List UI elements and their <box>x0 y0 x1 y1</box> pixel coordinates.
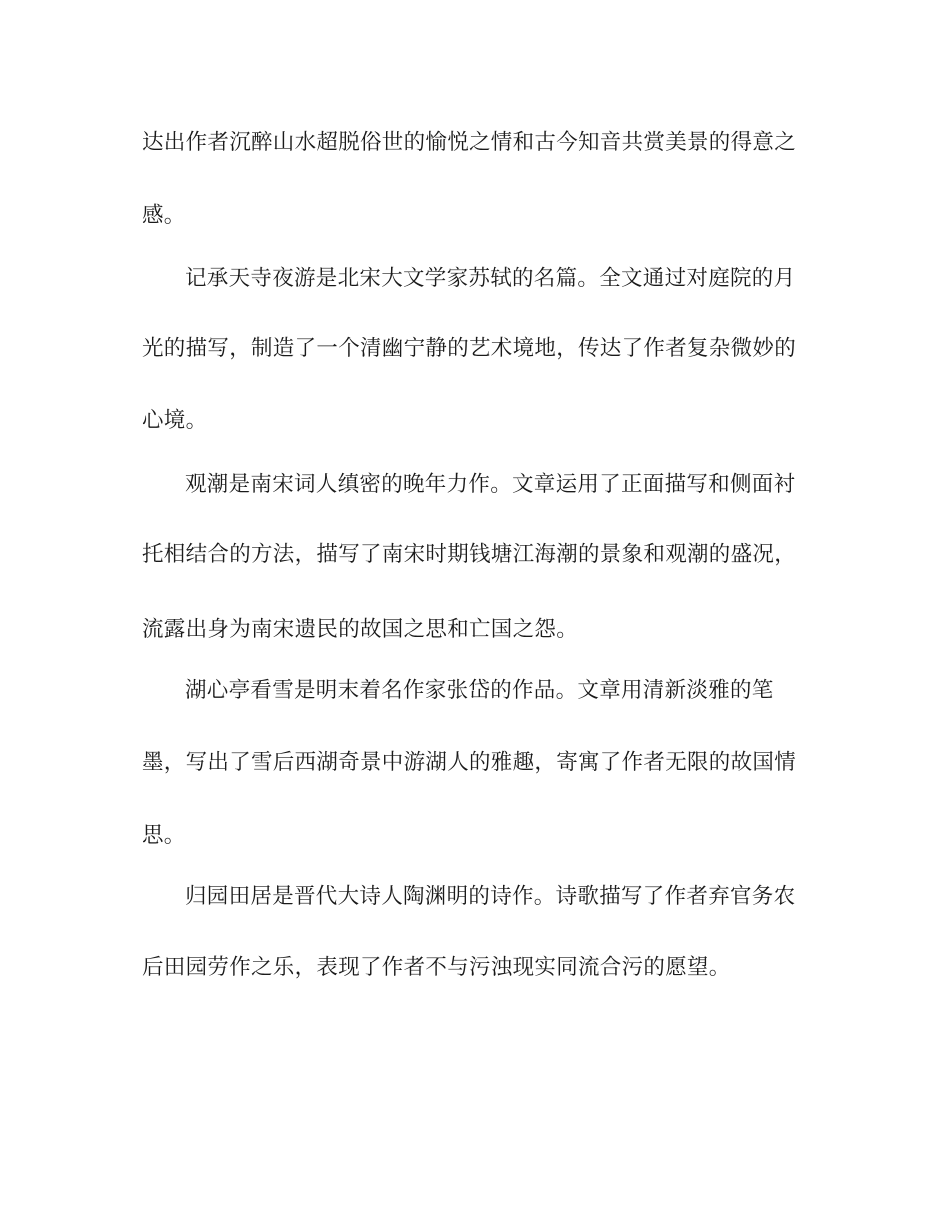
paragraph-line: 墨，写出了雪后西湖奇景中游湖人的雅趣，寄寓了作者无限的故国情 <box>142 750 797 775</box>
paragraph-line: 观潮是南宋词人缜密的晚年力作。文章运用了正面描写和侧面衬 <box>185 472 796 497</box>
paragraph-line: 达出作者沉醉山水超脱俗世的愉悦之情和古今知音共赏美景的得意之 <box>142 130 797 155</box>
paragraph-line: 记承天寺夜游是北宋大文学家苏轼的名篇。全文通过对庭院的月 <box>185 266 796 291</box>
paragraph-line: 流露出身为南宋遗民的故国之思和亡国之怨。 <box>142 617 579 642</box>
paragraph-line: 心境。 <box>142 408 208 433</box>
paragraph-line: 后田园劳作之乐，表现了作者不与污浊现实同流合污的愿望。 <box>142 955 731 980</box>
paragraph-line: 湖心亭看雪是明末着名作家张岱的作品。文章用清新淡雅的笔 <box>185 678 774 703</box>
paragraph-line: 归园田居是晋代大诗人陶渊明的诗作。诗歌描写了作者弃官务农 <box>185 884 796 909</box>
paragraph-line: 思。 <box>142 823 186 848</box>
paragraph-line: 托相结合的方法，描写了南宋时期钱塘江海潮的景象和观潮的盛况， <box>142 542 797 567</box>
paragraph-line: 感。 <box>142 203 186 228</box>
paragraph-line: 光的描写，制造了一个清幽宁静的艺术境地，传达了作者复杂微妙的 <box>142 336 797 361</box>
